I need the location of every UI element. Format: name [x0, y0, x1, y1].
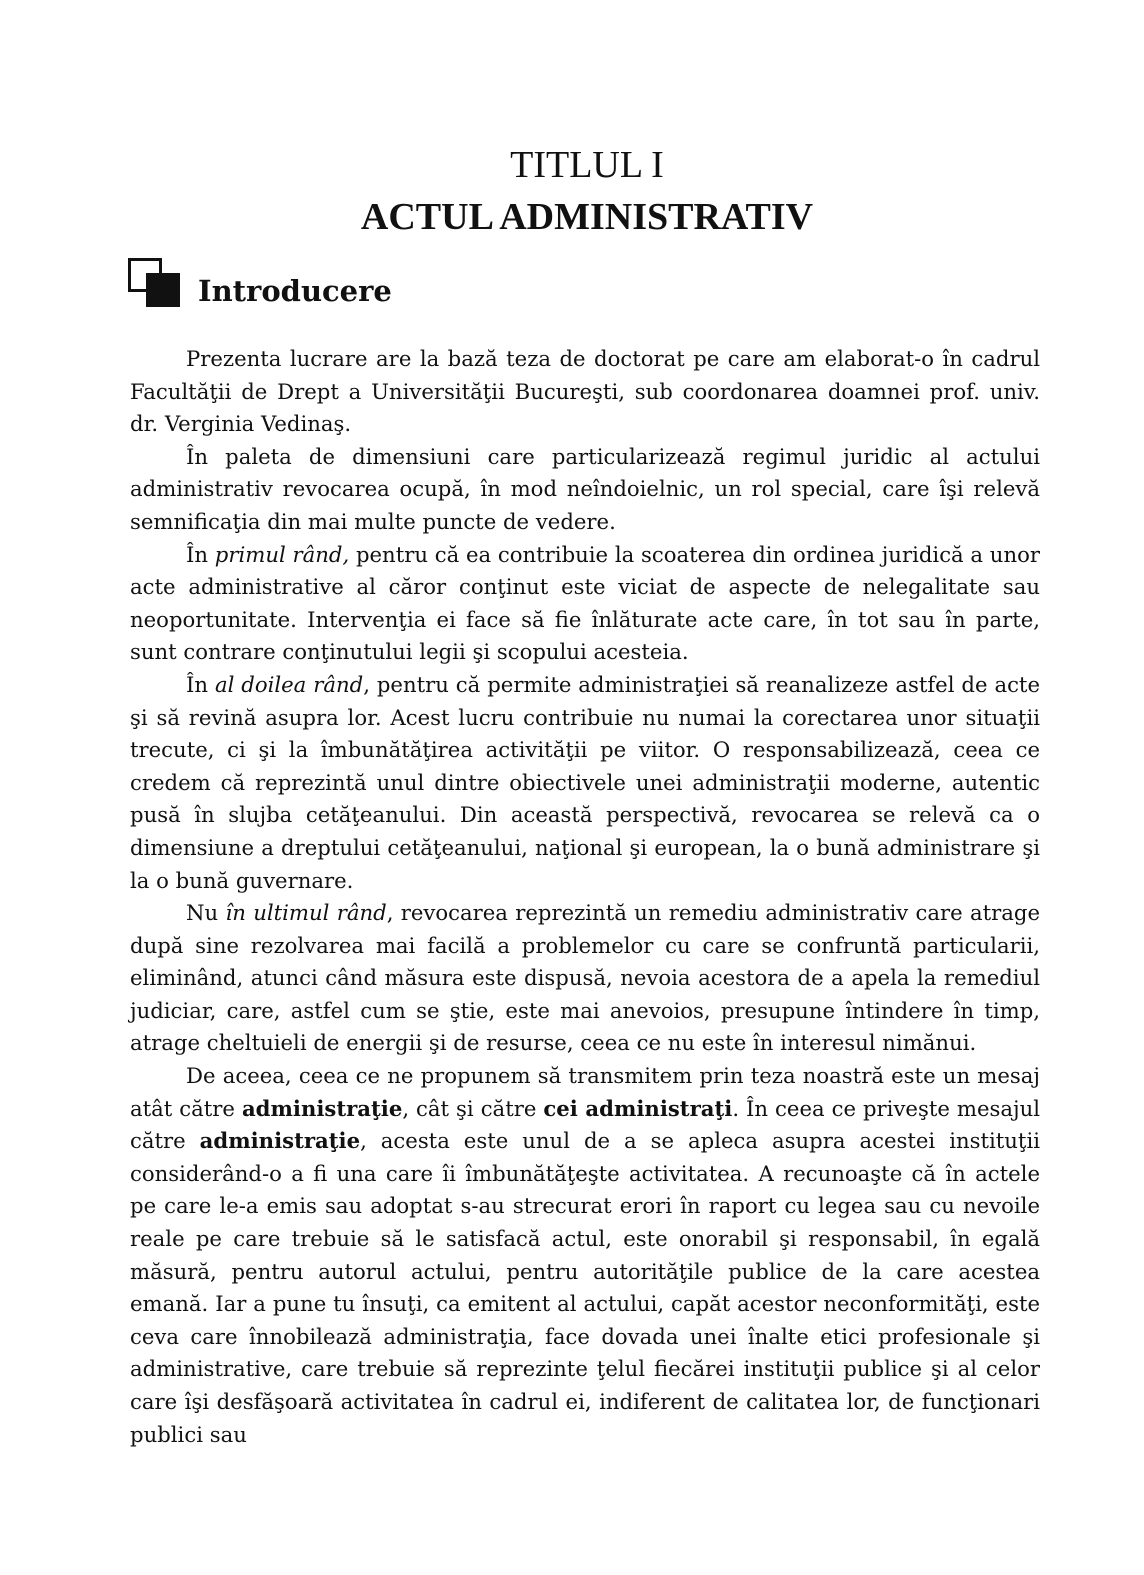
text-run: Prezenta lucrare are la bază teza de doctorat pe care am elaborat-o în cadrul Facultăţii de Drept a Universităţii Bucureşti, sub coordonarea doamnei prof. univ. dr. Verginia Vedinaş. [130, 346, 1040, 437]
text-run: , pentru că permite administraţiei să reanalizeze astfel de acte şi să revină asupra lor. Acest lucru contribuie nu numai la corectarea unor situaţii trecute, ci şi la îmbunătăţirea activităţii pe viitor. O responsabilizează, ceea ce credem că reprezintă unul dintre obiectivele unei administraţii moderne, autentic pusă în slujba cetăţeanului. Din această perspectivă, revocarea se relevă ca o dimensiune a dreptului cetăţeanului, naţional şi european, la o bună administrare şi la o bună guvernare. [130, 671, 1040, 893]
text-run: , revocarea reprezintă un remediu administrativ care atrage după sine rezolvarea mai facilă a problemelor cu care se confruntă particularii, eliminând, atunci când măsura este dispusă, nevoia acestora de a apela la remediul judiciar, care, astfel cum se ştie, este mai anevoios, presupune întindere în timp, atrage cheltuieli de energii şi de resurse, ceea ce nu este în interesul nimănui. [130, 900, 1040, 1056]
paragraph [130, 441, 1040, 539]
text-run: În paleta de dimensiuni care particularizează regimul juridic al actului administrativ revocarea ocupă, în mod neîndoielnic, un rol special, care îşi relevă semnificaţia din mai multe puncte de vedere. [130, 443, 1040, 534]
italic-text: al doilea rând [214, 671, 364, 697]
paragraph [130, 897, 1040, 1060]
title-line-1: TITLUL I [510, 144, 664, 186]
text-run: . În ceea ce priveşte mesajul către [130, 1095, 1041, 1154]
text-run: În [186, 671, 215, 697]
text-run: pentru că ea contribuie la scoaterea din ordinea juridică a unor acte administrative al căror conţinut este viciat de aspecte de nelegalitate sau neoportunitate. Intervenţia ei face să fie înlăturate acte care, în tot sau în parte, sunt contrare conţinutului legii şi scopului acesteia. [130, 541, 1040, 665]
text-run: , cât şi către [402, 1095, 544, 1121]
section-square-icon [128, 258, 184, 310]
bold-text: cei administraţi [543, 1095, 733, 1121]
italic-text: primul rând, [214, 541, 350, 567]
italic-text: în ultimul rând [225, 900, 387, 926]
section-heading [128, 256, 392, 312]
body-text [130, 343, 1040, 1451]
paragraph [130, 343, 1040, 441]
paragraph [130, 669, 1040, 897]
title-line-2: ACTUL ADMINISTRATIV [360, 196, 814, 238]
bold-text: administraţie [241, 1095, 403, 1121]
section-title: Introducere [198, 274, 392, 308]
text-run: De aceea, ceea ce ne propunem să transmitem prin teza noastră este un mesaj atât către [130, 1063, 1040, 1121]
text-run: , acesta este unul de a se apleca asupra acestei instituţii considerând-o a fi una care îi îmbunătăţeşte activitatea. A recunoaşte că în actele pe care le-a emis sau adoptat s-au strecurat erori în raport cu legea sau cu nevoile reale pe care trebuie să le satisfacă actul, este onorabil şi responsabil, în egală măsură, pentru autorul actului, pentru autorităţile publice de la care acestea emană. Iar a pune tu însuţi, ca emitent al actului, capăt acestor neconformităţi, este ceva care înnobilează administraţia, face dovada unei înalte etici profesionale şi administrative, care trebuie să reprezinte ţelul fiecărei instituţii publice şi al celor care îşi desfăşoară activitatea în cadrul ei, indiferent de calitatea lor, de funcţionari publici sau [130, 1128, 1041, 1447]
paragraph [130, 539, 1040, 669]
text-run: În [186, 541, 215, 567]
text-run: Nu [186, 900, 226, 926]
bold-text: administraţie [199, 1128, 361, 1154]
paragraph [130, 1060, 1040, 1451]
